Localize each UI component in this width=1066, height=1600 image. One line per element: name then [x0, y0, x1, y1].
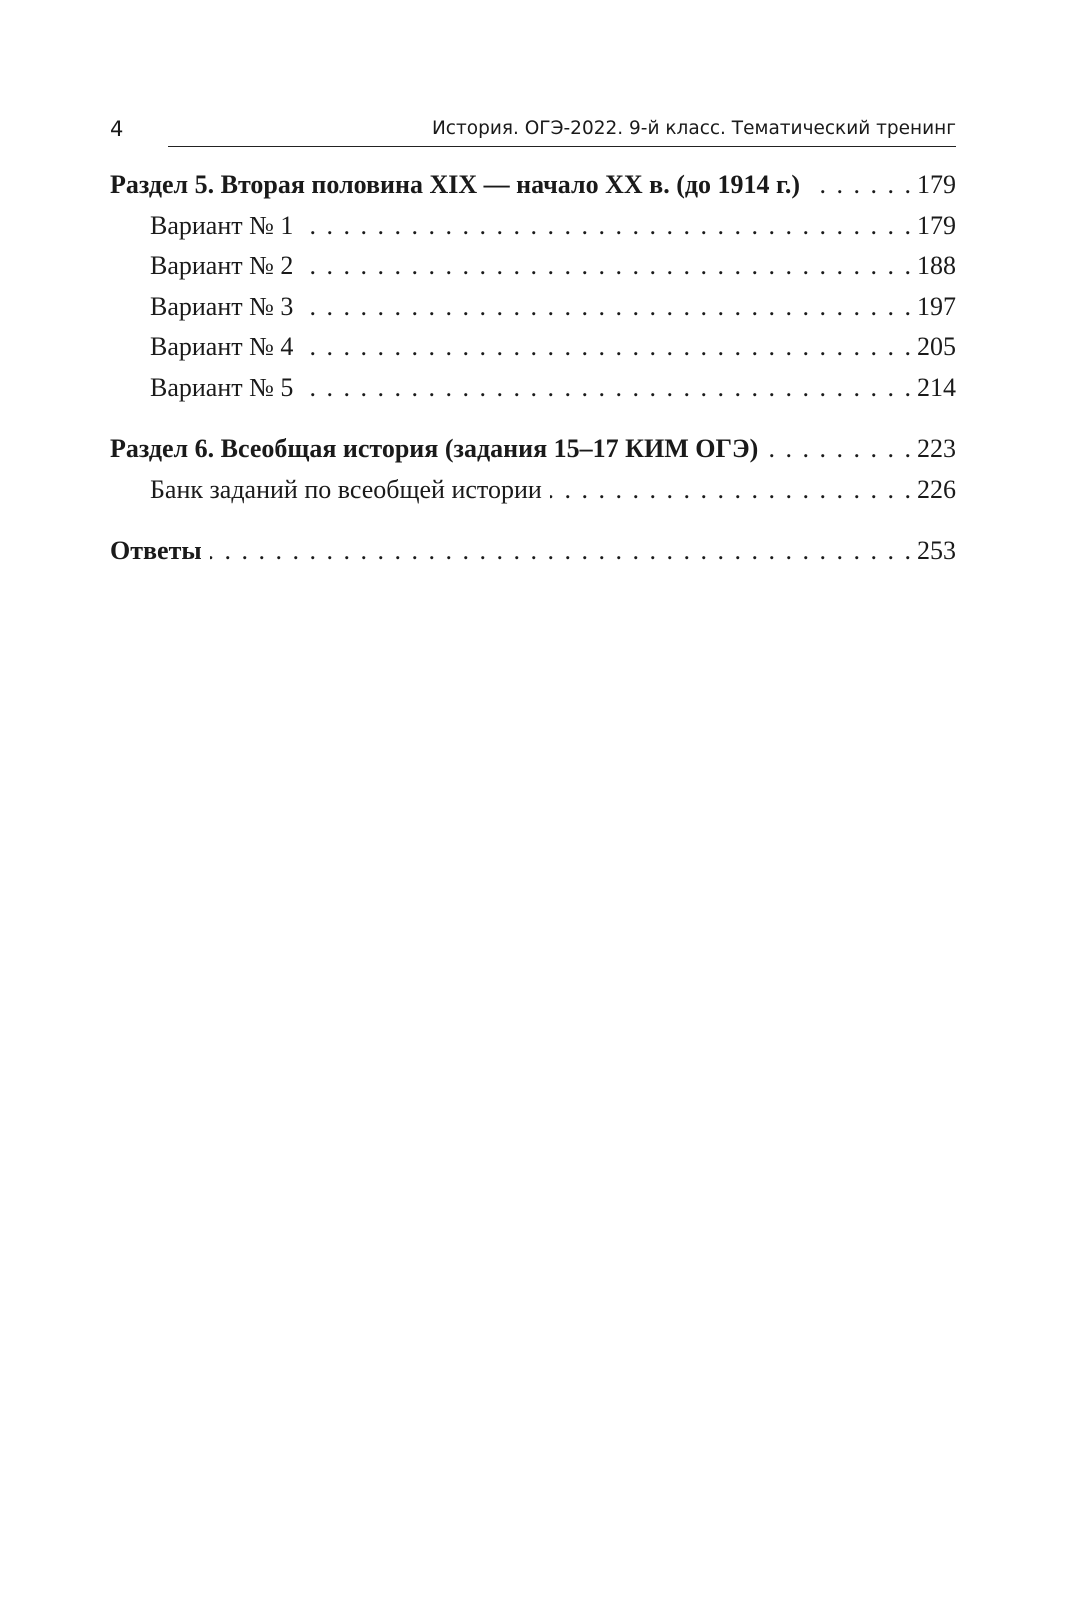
toc-entry-section-6[interactable] — [110, 429, 956, 470]
book-title: История. ОГЭ-2022. 9-й класс. Тематический тренинг — [431, 118, 956, 139]
dot-leader — [301, 246, 911, 287]
toc-entry-title: Вариант № 5 — [150, 372, 294, 402]
toc-entry-variant-3[interactable] — [110, 287, 956, 328]
toc-entry-page: 214 — [917, 372, 956, 402]
toc-entry-title: Раздел 6. Всеобщая история (задания 15–17 КИМ ОГЭ) — [110, 434, 759, 463]
dot-leader — [210, 531, 911, 572]
toc-entry-title: Вариант № 2 — [150, 251, 294, 280]
toc-entry-title: Ответы — [110, 536, 202, 565]
toc-entry-page: 179 — [917, 210, 956, 240]
toc-entry-page: 223 — [917, 434, 956, 463]
toc-entry-title: Банк заданий по всеобщей истории — [150, 474, 542, 504]
dot-leader — [301, 287, 911, 328]
toc-entry-section-5[interactable] — [110, 165, 956, 206]
page-number: 4 — [110, 117, 124, 141]
toc-entry-variant-2[interactable] — [110, 246, 956, 287]
running-head — [110, 114, 956, 148]
toc-entry-page: 179 — [917, 170, 956, 199]
dot-leader — [301, 368, 911, 409]
toc-entry-page: 205 — [917, 332, 956, 361]
toc-entry-task-bank[interactable] — [110, 470, 956, 511]
toc-entry-variant-5[interactable] — [110, 368, 956, 409]
dot-leader — [808, 165, 911, 206]
toc-entry-page: 188 — [917, 251, 956, 280]
toc-entry-page: 253 — [917, 536, 956, 565]
header-rule — [168, 146, 956, 147]
toc-entry-page: 226 — [917, 474, 956, 504]
toc-entry-variant-4[interactable] — [110, 327, 956, 368]
dot-leader — [550, 470, 911, 511]
table-of-contents — [110, 165, 956, 572]
toc-entry-title: Вариант № 4 — [150, 332, 294, 361]
toc-entry-page: 197 — [917, 291, 956, 321]
dot-leader — [301, 206, 911, 247]
toc-entry-variant-1[interactable] — [110, 206, 956, 247]
toc-entry-title: Вариант № 1 — [150, 210, 294, 240]
toc-entry-title: Вариант № 3 — [150, 291, 294, 321]
toc-entry-answers[interactable] — [110, 531, 956, 572]
dot-leader — [301, 327, 911, 368]
dot-leader — [766, 429, 911, 470]
toc-entry-title: Раздел 5. Вторая половина XIX — начало XX в. (до 1914 г.) — [110, 170, 801, 199]
